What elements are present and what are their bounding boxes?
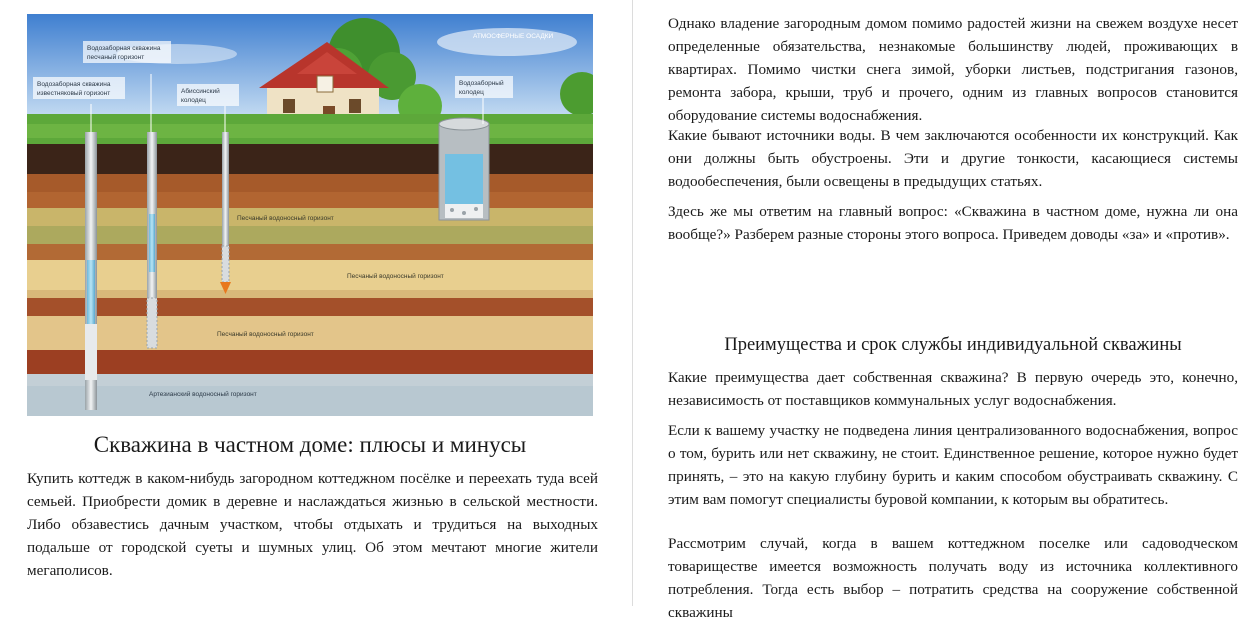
- label-abyssinian-2: колодец: [181, 97, 206, 104]
- well-diagram-image: [27, 14, 593, 416]
- section-heading-advantages: Преимущества и срок службы индивидуальной скважины: [724, 335, 1182, 355]
- label-atmospheric: АТМОСФЕРНЫЕ ОСАДКИ: [473, 33, 554, 40]
- paragraph-water-sources: Какие бывают источники воды. В чем заключаются особенности их конструкций. Как они должны быть обустроены. Эти и другие тонкости, касающиеся системы водообеспечения, были освещены в предыдущих статьях.: [668, 127, 1238, 190]
- clay-layer-4: [27, 350, 593, 374]
- clay-layer-2: [27, 244, 593, 260]
- well-shaft: [439, 118, 489, 220]
- label-horizon-2: Песчаный водоносный горизонт: [347, 273, 444, 280]
- label-horizon-3: Песчаный водоносный горизонт: [217, 331, 314, 338]
- label-abyssinian-1: Абиссинский: [181, 88, 220, 95]
- clay-layer-3: [27, 298, 593, 316]
- label-well-shaft-2: колодец: [459, 89, 484, 96]
- label-well-limestone-2: известняковый горизонт: [37, 90, 111, 97]
- soil-layer: [27, 144, 593, 176]
- paragraph-no-central-supply: Если к вашему участку не подведена линия централизованного водоснабжения, вопрос о том, бурить или нет скважину, не стоит. Единственное решение, которое нужно будет принять, – это на какую глубину бурить и каким способом обустраивать скважину. С этим вам помогут специалисты буровой компании, к которым вы обратитесь.: [668, 422, 1238, 508]
- paragraph-obligations: Однако владение загородным домом помимо радостей жизни на свежем воздухе несет определенные обязательства, незнакомые большинству людей, проживающих в квартирах. Помимо чистки снега зимой, уборки листьев, подстригания газонов, ремонта забора, крыши, труб и прочего, одним из главных вопросов становится оборудование системы водоснабжения.: [668, 15, 1238, 124]
- label-artesian: Артезианский водоносный горизонт: [149, 391, 257, 398]
- deep-well-pipe: [85, 132, 97, 410]
- left-page: [0, 0, 632, 606]
- paragraph-collective-source: Рассмотрим случай, когда в вашем коттеджном поселке или садоводческом товариществе имеется возможность получать воду из источника коллективного потребления. Тогда есть выбор – потратить средства на сооружение собственной скважины: [668, 535, 1238, 621]
- sand-well-pipe: [147, 132, 157, 348]
- intro-paragraph: Купить коттедж в каком-нибудь загородном коттеджном посёлке и переехать туда всей семьей. Приобрести домик в деревне и наслаждаться жизнью в сельской местности. Либо обзавестись дачным участком, чтобы отдыхать и трудиться на выходных подальше от городской суеты и шумных улиц. Об этом мечтают многие жители мегаполисов.: [27, 470, 598, 579]
- paragraph-main-question: Здесь же мы ответим на главный вопрос: «Скважина в частном доме, нужна ли она вообще?» Разберем разные стороны этого вопроса. Приведем доводы «за» и «против».: [668, 203, 1238, 243]
- label-well-sand-2: песчаный горизонт: [87, 54, 145, 61]
- label-horizon-1: Песчаный водоносный горизонт: [237, 215, 334, 222]
- right-page: [633, 0, 1256, 621]
- well-diagram-svg: [27, 14, 593, 416]
- paragraph-advantages: Какие преимущества дает собственная скважина? В первую очередь это, конечно, независимость от поставщиков коммунальных услуг водоснабжения.: [668, 369, 1238, 409]
- label-well-sand-1: Водозаборная скважина: [87, 45, 161, 52]
- label-well-limestone-1: Водозаборная скважина: [37, 81, 111, 88]
- article-title: Скважина в частном доме: плюсы и минусы: [93, 432, 527, 457]
- label-well-shaft-1: Водозаборный: [459, 80, 504, 87]
